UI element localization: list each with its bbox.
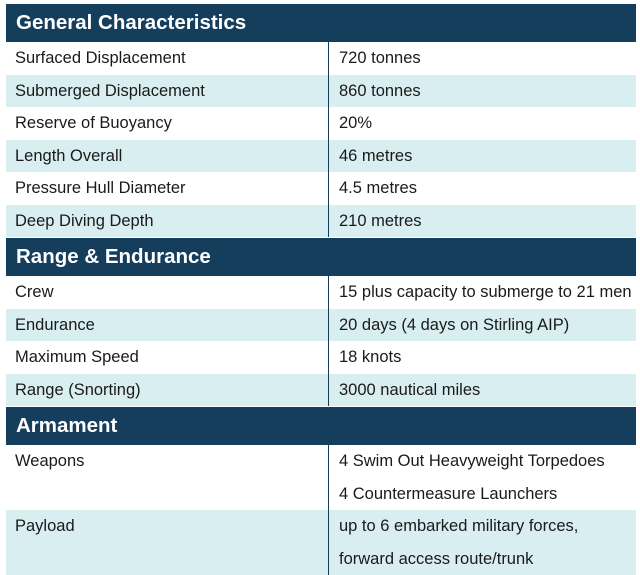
row-value xyxy=(329,445,636,510)
row-label: Range (Snorting) xyxy=(6,374,329,407)
row-value-line: 4 Countermeasure Launchers xyxy=(339,478,636,511)
row-value-line: 860 tonnes xyxy=(339,75,636,108)
row-value xyxy=(329,172,636,205)
table-row xyxy=(6,309,636,342)
row-value xyxy=(329,374,636,407)
row-value-line: 3000 nautical miles xyxy=(339,374,636,407)
row-label: Weapons xyxy=(6,445,329,510)
row-value xyxy=(329,341,636,374)
row-label: Payload xyxy=(6,510,329,575)
table-row xyxy=(6,75,636,108)
row-value xyxy=(329,75,636,108)
row-label: Deep Diving Depth xyxy=(6,205,329,238)
row-value-line: 20% xyxy=(339,107,636,140)
table-row xyxy=(6,374,636,407)
row-value xyxy=(329,205,636,238)
row-value-line: 46 metres xyxy=(339,140,636,173)
row-value-line: 720 tonnes xyxy=(339,42,636,75)
section-header: Range & Endurance xyxy=(6,238,636,276)
row-label: Surfaced Displacement xyxy=(6,42,329,75)
row-value-line: forward access route/trunk xyxy=(339,543,636,575)
table-row xyxy=(6,205,636,238)
table-row xyxy=(6,42,636,75)
row-label: Crew xyxy=(6,276,329,309)
table-row xyxy=(6,107,636,140)
row-value-line: 15 plus capacity to submerge to 21 men xyxy=(339,276,636,309)
row-label: Reserve of Buoyancy xyxy=(6,107,329,140)
table-row xyxy=(6,276,636,309)
row-value xyxy=(329,309,636,342)
section-header: Armament xyxy=(6,407,636,445)
row-value-line: 4 Swim Out Heavyweight Torpedoes xyxy=(339,445,636,478)
spec-table xyxy=(6,4,636,575)
row-value xyxy=(329,42,636,75)
table-row xyxy=(6,445,636,510)
row-label: Submerged Displacement xyxy=(6,75,329,108)
section-header: General Characteristics xyxy=(6,4,636,42)
table-row xyxy=(6,341,636,374)
row-value xyxy=(329,107,636,140)
table-row xyxy=(6,510,636,575)
row-value-line: up to 6 embarked military forces, xyxy=(339,510,636,543)
row-value-line: 18 knots xyxy=(339,341,636,374)
row-value xyxy=(329,140,636,173)
table-row xyxy=(6,172,636,205)
row-label: Maximum Speed xyxy=(6,341,329,374)
row-value xyxy=(329,276,636,309)
row-value xyxy=(329,510,636,575)
row-value-line: 4.5 metres xyxy=(339,172,636,205)
row-value-line: 20 days (4 days on Stirling AIP) xyxy=(339,309,636,342)
row-label: Pressure Hull Diameter xyxy=(6,172,329,205)
row-label: Length Overall xyxy=(6,140,329,173)
row-label: Endurance xyxy=(6,309,329,342)
row-value-line: 210 metres xyxy=(339,205,636,238)
table-row xyxy=(6,140,636,173)
